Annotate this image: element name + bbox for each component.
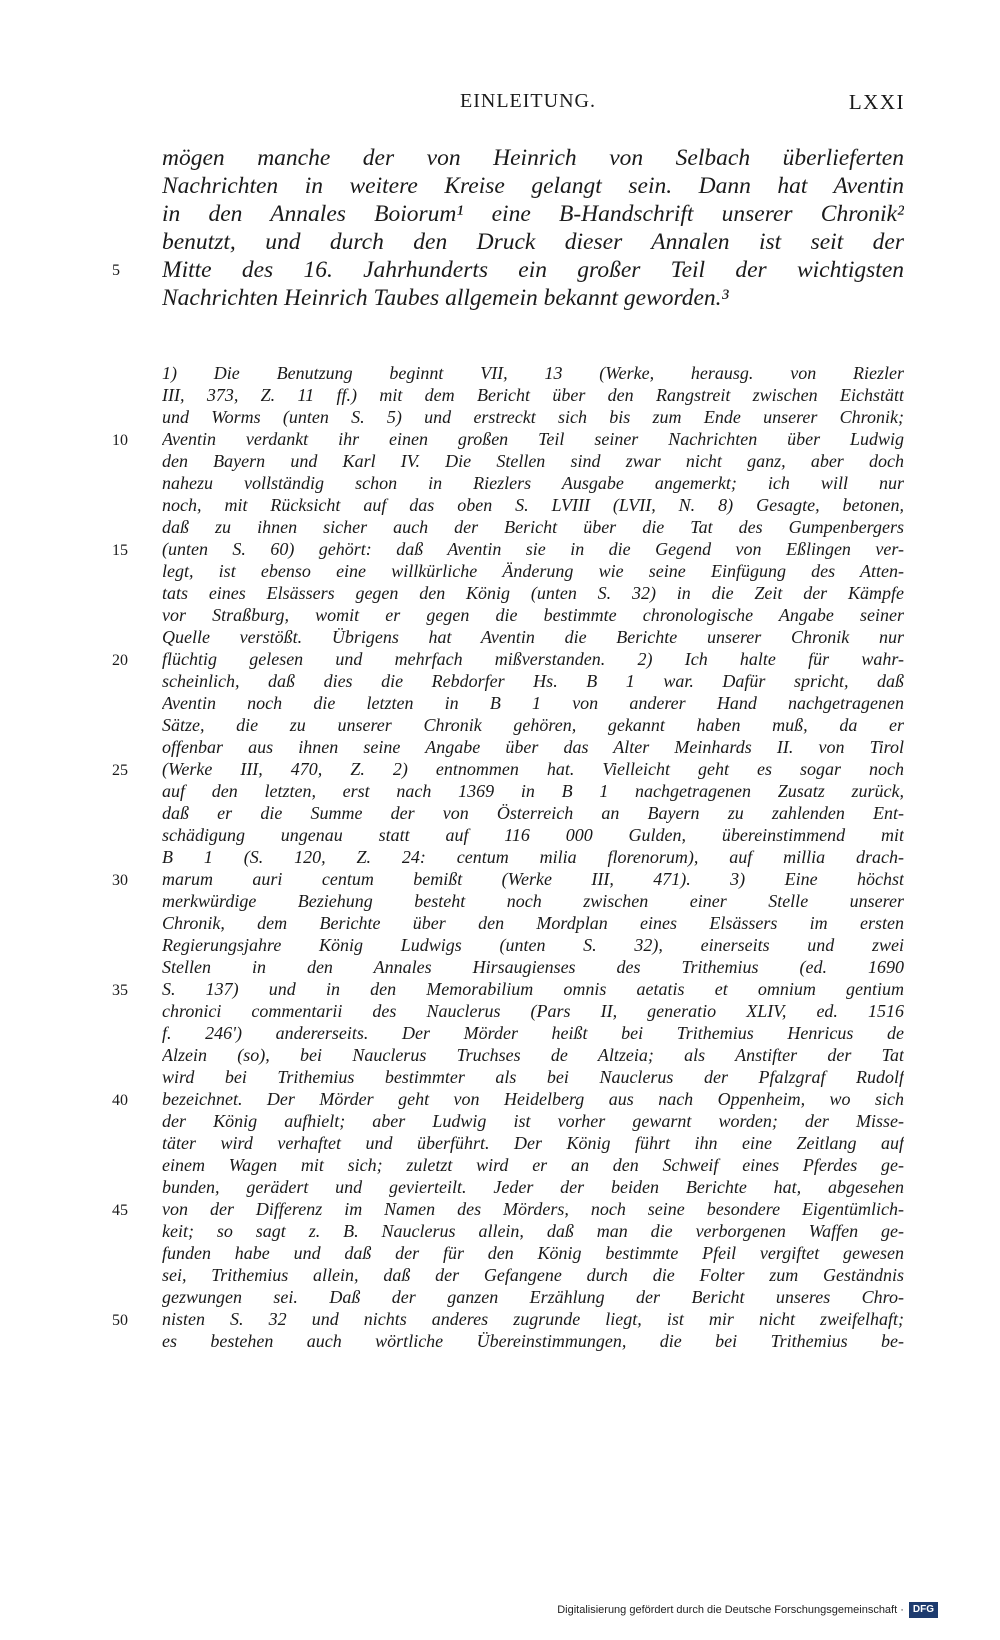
footnote-line: f. 246') andererseits. Der Mörder heißt bei Trithemius Henricus de	[162, 1023, 904, 1043]
footnote-line: legt, ist ebenso eine willkürliche Änderung wie seine Einfügung des Atten-	[162, 561, 904, 581]
footnote-line: daß er die Summe der von Österreich an Bayern zu zahlenden Ent-	[162, 803, 904, 823]
main-text-line: Nachrichten in weitere Kreise gelangt sein. Dann hat Aventin	[162, 173, 904, 199]
footnote-line: und Worms (unten S. 5) und erstreckt sich bis zum Ende unserer Chronik;	[162, 407, 904, 427]
footnote-line: schädigung ungenau statt auf 116 000 Gulden, übereinstimmend mit	[162, 825, 904, 845]
footnote-line: es bestehen auch wörtliche Übereinstimmungen, die bei Trithemius be-	[162, 1331, 904, 1351]
line-number: 30	[112, 872, 128, 889]
footnote-line: marum auri centum bemißt (Werke III, 471). 3) Eine höchst	[162, 869, 904, 889]
running-head: EINLEITUNG.	[460, 90, 596, 112]
footnote-line: Aventin noch die letzten in B 1 von anderer Hand nachgetragenen	[162, 693, 904, 713]
footnote-line: von der Differenz im Namen des Mörders, noch seine besondere Eigentümlich-	[162, 1199, 904, 1219]
credit-text: Digitalisierung gefördert durch die Deutsche Forschungsgemeinschaft ·	[557, 1604, 904, 1616]
footnote-line: bunden, gerädert und gevierteilt. Jeder der beiden Berichte hat, abgesehen	[162, 1177, 904, 1197]
footnote-line: Alzein (so), bei Nauclerus Truchses de Altzeia; als Anstifter der Tat	[162, 1045, 904, 1065]
line-number: 45	[112, 1202, 128, 1219]
main-text-line: mögen manche der von Heinrich von Selbach überlieferten	[162, 145, 904, 171]
footnote-line: Regierungsjahre König Ludwigs (unten S. 32), einerseits und zwei	[162, 935, 904, 955]
line-number: 25	[112, 762, 128, 779]
line-number: 40	[112, 1092, 128, 1109]
footnote-line: bezeichnet. Der Mörder geht von Heidelberg aus nach Oppenheim, wo sich	[162, 1089, 904, 1109]
line-number: 10	[112, 432, 128, 449]
line-number: 15	[112, 542, 128, 559]
footnote-line: täter wird verhaftet und überführt. Der König führt ihn eine Zeitlang auf	[162, 1133, 904, 1153]
line-number: 20	[112, 652, 128, 669]
footnote-line: auf den letzten, erst nach 1369 in B 1 nachgetragenen Zusatz zurück,	[162, 781, 904, 801]
footnote-line: vor Straßburg, womit er gegen die bestimmte chronologische Angabe seiner	[162, 605, 904, 625]
footnote-line: daß zu ihnen sicher auch der Bericht über die Tat des Gumpenbergers	[162, 517, 904, 537]
footnote-line: sei, Trithemius allein, daß der Gefangene durch die Folter zum Geständnis	[162, 1265, 904, 1285]
footnote-line: nahezu vollständig schon in Riezlers Ausgabe angemerkt; ich will nur	[162, 473, 904, 493]
line-number: 50	[112, 1312, 128, 1329]
footnote-line: tats eines Elsässers gegen den König (unten S. 32) in die Zeit der Kämpfe	[162, 583, 904, 603]
line-number: 35	[112, 982, 128, 999]
footnote-line: S. 137) und in den Memorabilium omnis aetatis et omnium gentium	[162, 979, 904, 999]
dfg-logo-icon: DFG	[909, 1602, 938, 1618]
footnote-line: den Bayern und Karl IV. Die Stellen sind zwar nicht ganz, aber doch	[162, 451, 904, 471]
footnote-line: Chronik, dem Berichte über den Mordplan eines Elsässers im ersten	[162, 913, 904, 933]
footnote-line: 1) Die Benutzung beginnt VII, 13 (Werke, herausg. von Riezler	[162, 363, 904, 383]
footnote-line: chronici commentarii des Nauclerus (Pars II, generatio XLIV, ed. 1516	[162, 1001, 904, 1021]
main-text-line: Nachrichten Heinrich Taubes allgemein bekannt geworden.³	[162, 285, 729, 311]
digitization-credit	[557, 1602, 938, 1618]
footnote-line: III, 373, Z. 11 ff.) mit dem Bericht über den Rangstreit zwischen Eichstätt	[162, 385, 904, 405]
footnote-line: Stellen in den Annales Hirsaugienses des Trithemius (ed. 1690	[162, 957, 904, 977]
footnote-line: Sätze, die zu unserer Chronik gehören, gekannt haben muß, da er	[162, 715, 904, 735]
main-text-line: Mitte des 16. Jahrhunderts ein großer Teil der wichtigsten	[162, 257, 904, 283]
footnote-line: scheinlich, daß dies die Rebdorfer Hs. B 1 war. Dafür spricht, daß	[162, 671, 904, 691]
page-number: LXXI	[848, 90, 905, 114]
main-text-line: in den Annales Boiorum¹ eine B-Handschrift unserer Chronik²	[162, 201, 904, 227]
footnote-line: Quelle verstößt. Übrigens hat Aventin die Berichte unserer Chronik nur	[162, 627, 904, 647]
footnote-line: gezwungen sei. Daß der ganzen Erzählung der Bericht unseres Chro-	[162, 1287, 904, 1307]
footnote-line: (Werke III, 470, Z. 2) entnommen hat. Vielleicht geht es sogar noch	[162, 759, 904, 779]
footnote-line: keit; so sagt z. B. Nauclerus allein, daß man die verborgenen Waffen ge-	[162, 1221, 904, 1241]
footnote-line: nisten S. 32 und nichts anderes zugrunde liegt, ist mir nicht zweifelhaft;	[162, 1309, 904, 1329]
main-text-line: benutzt, und durch den Druck dieser Annalen ist seit der	[162, 229, 904, 255]
footnote-line: noch, mit Rücksicht auf das oben S. LVIII (LVII, N. 8) Gesagte, betonen,	[162, 495, 904, 515]
footnote-line: (unten S. 60) gehört: daß Aventin sie in die Gegend von Eßlingen ver-	[162, 539, 904, 559]
footnote-line: offenbar aus ihnen seine Angabe über das Alter Meinhards II. von Tirol	[162, 737, 904, 757]
line-number: 5	[112, 262, 120, 279]
footnote-line: wird bei Trithemius bestimmter als bei Nauclerus der Pfalzgraf Rudolf	[162, 1067, 904, 1087]
footnote-line: der König aufhielt; aber Ludwig ist vorher gewarnt worden; der Misse-	[162, 1111, 904, 1131]
footnote-line: flüchtig gelesen und mehrfach mißverstanden. 2) Ich halte für wahr-	[162, 649, 904, 669]
footnote-line: merkwürdige Beziehung besteht noch zwischen einer Stelle unserer	[162, 891, 904, 911]
footnote-line: einem Wagen mit sich; zuletzt wird er an den Schweif eines Pferdes ge-	[162, 1155, 904, 1175]
footnote-line: funden habe und daß der für den König bestimmte Pfeil vergiftet gewesen	[162, 1243, 904, 1263]
footnote-line: B 1 (S. 120, Z. 24: centum milia florenorum), auf millia drach-	[162, 847, 904, 867]
page-header	[160, 90, 905, 120]
footnote-line: Aventin verdankt ihr einen großen Teil seiner Nachrichten über Ludwig	[162, 429, 904, 449]
